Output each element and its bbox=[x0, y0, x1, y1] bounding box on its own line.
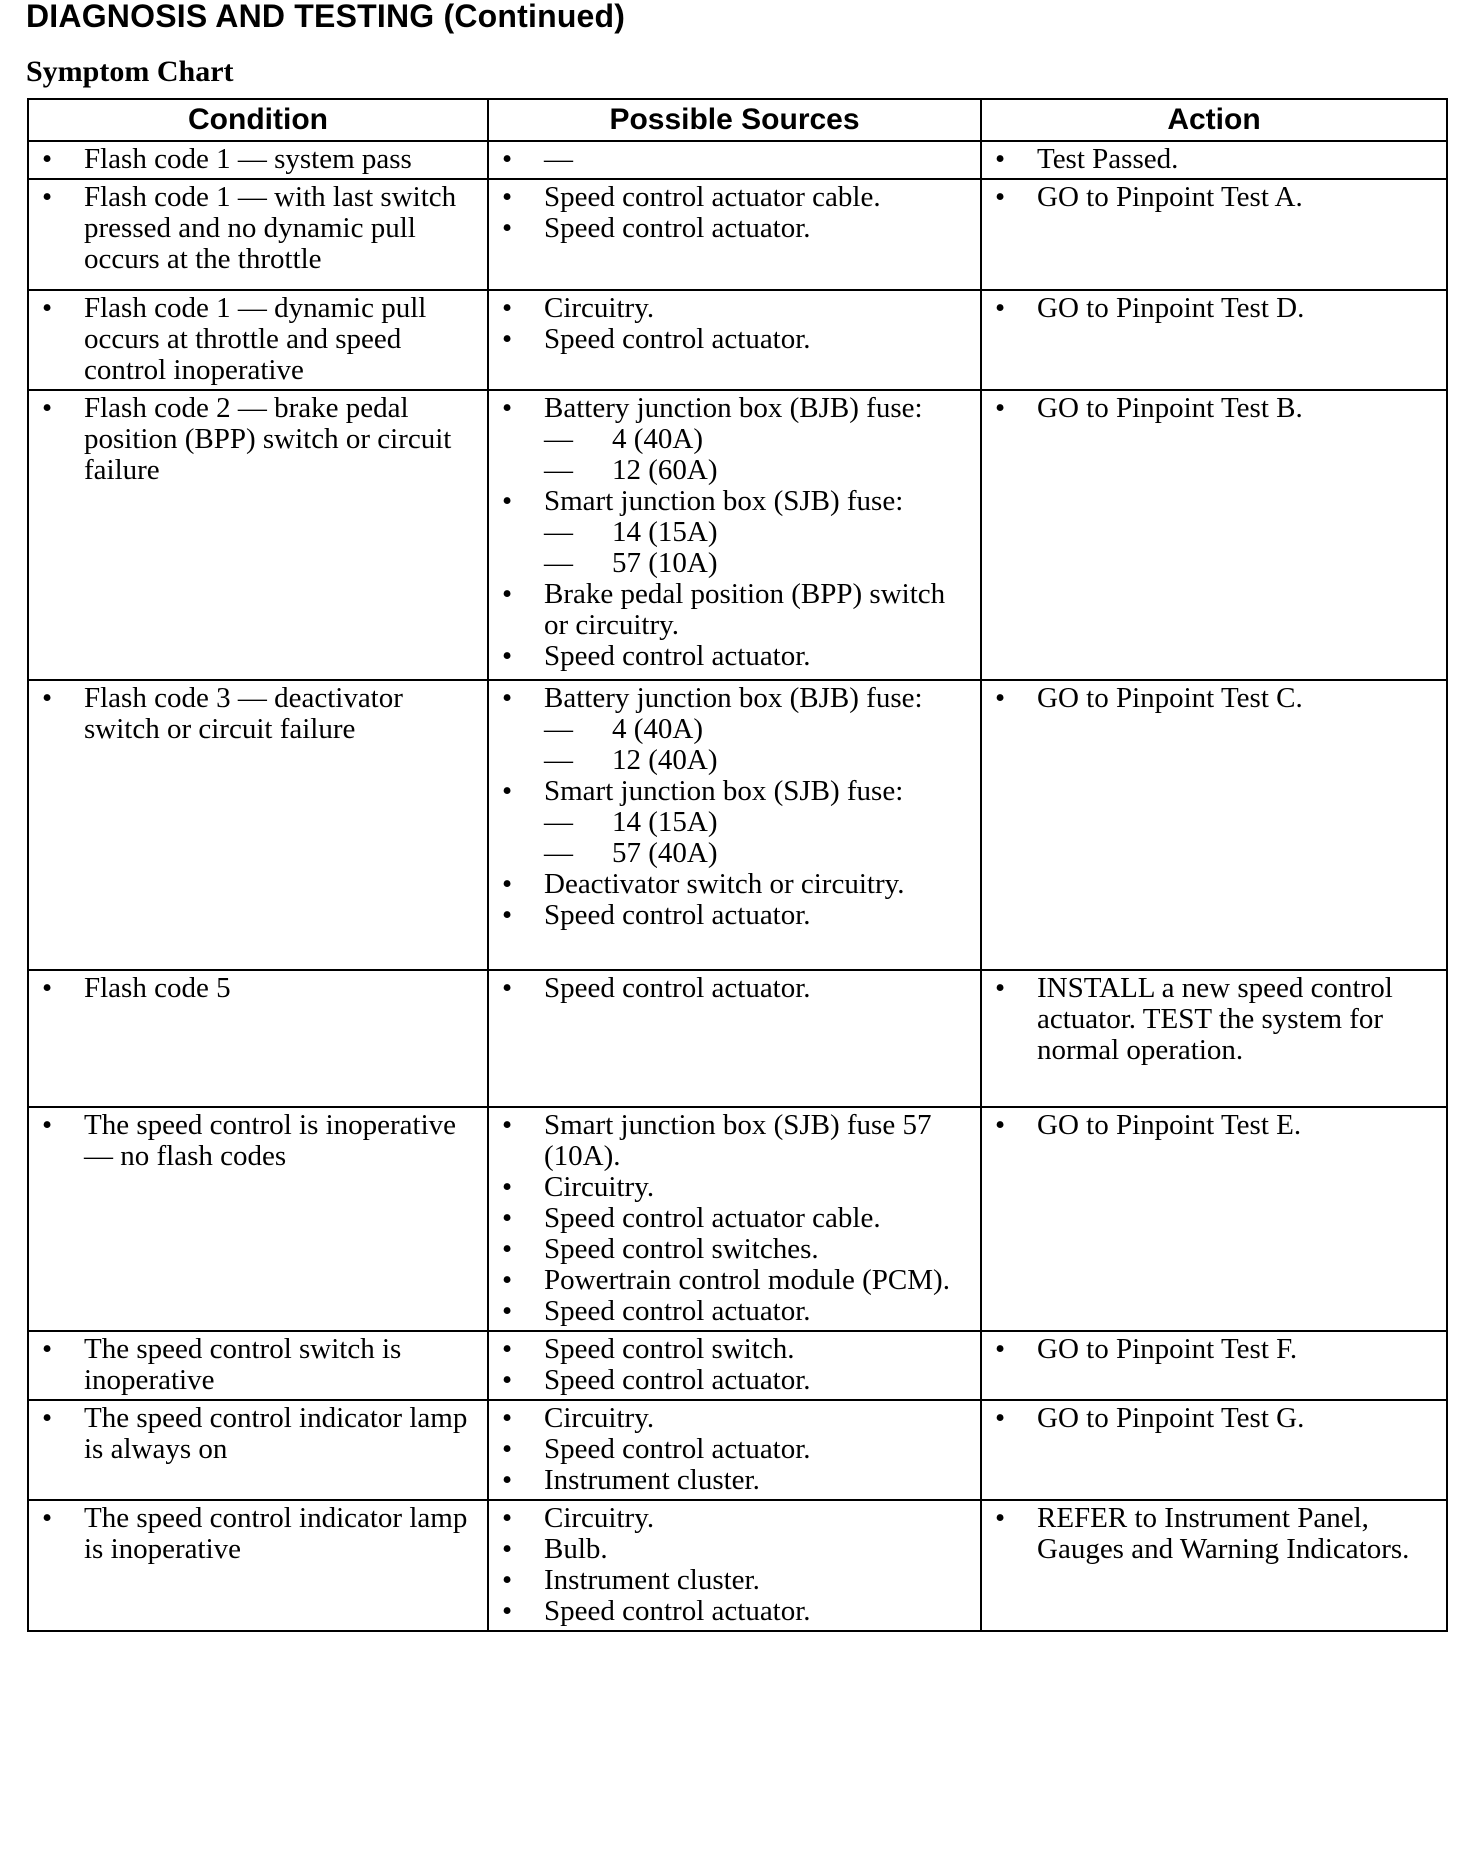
table-row bbox=[28, 1107, 1447, 1331]
action-text: • GO to Pinpoint Test E. bbox=[982, 1110, 1442, 1141]
table-header-row bbox=[28, 99, 1447, 141]
source-item: • Speed control actuator. bbox=[489, 213, 976, 244]
condition-cell bbox=[28, 1331, 488, 1400]
sources-cell bbox=[488, 1331, 981, 1400]
condition-text: • Flash code 5 bbox=[29, 973, 483, 1004]
symptom-chart-table bbox=[27, 98, 1448, 1632]
condition-text: • Flash code 1 — system pass bbox=[29, 144, 483, 175]
source-item: • Instrument cluster. bbox=[489, 1465, 976, 1496]
condition-text: • Flash code 1 — dynamic pull occurs at throttle and speed control inoperative bbox=[29, 293, 483, 386]
source-item: • Smart junction box (SJB) fuse 57 (10A). bbox=[489, 1110, 976, 1172]
table-row bbox=[28, 390, 1447, 680]
condition-text: • The speed control indicator lamp is always on bbox=[29, 1403, 483, 1465]
source-item: • Circuitry. bbox=[489, 1172, 976, 1203]
action-cell bbox=[981, 179, 1447, 290]
action-cell bbox=[981, 1500, 1447, 1631]
em-dash-glyph: — bbox=[544, 806, 573, 838]
source-item: • Instrument cluster. bbox=[489, 1565, 976, 1596]
source-subitem-text: 57 (10A) bbox=[612, 547, 718, 579]
em-dash-glyph: — bbox=[544, 837, 573, 869]
sources-cell bbox=[488, 1400, 981, 1500]
action-cell bbox=[981, 290, 1447, 390]
table-row bbox=[28, 970, 1447, 1107]
action-text: • INSTALL a new speed control actuator. TEST the system for normal operation. bbox=[982, 973, 1442, 1066]
action-text: • GO to Pinpoint Test G. bbox=[982, 1403, 1442, 1434]
action-cell bbox=[981, 1107, 1447, 1331]
source-item: • Speed control actuator. bbox=[489, 324, 976, 355]
source-subitem bbox=[489, 548, 976, 579]
table-row bbox=[28, 680, 1447, 970]
sources-cell bbox=[488, 390, 981, 680]
table-row bbox=[28, 179, 1447, 290]
em-dash-glyph: — bbox=[544, 454, 573, 486]
source-item: • Bulb. bbox=[489, 1534, 976, 1565]
source-item: • Speed control actuator cable. bbox=[489, 1203, 976, 1234]
source-subitem bbox=[489, 714, 976, 745]
em-dash-glyph: — bbox=[544, 516, 573, 548]
source-item: • Speed control actuator. bbox=[489, 973, 976, 1004]
source-item: • Circuitry. bbox=[489, 1403, 976, 1434]
condition-text: • Flash code 2 — brake pedal position (BPP) switch or circuit failure bbox=[29, 393, 483, 486]
condition-cell bbox=[28, 179, 488, 290]
source-subitem bbox=[489, 745, 976, 776]
source-subitem-text: 12 (60A) bbox=[612, 454, 718, 486]
source-subitem-text: 14 (15A) bbox=[612, 516, 718, 548]
sources-cell bbox=[488, 1500, 981, 1631]
action-text: • GO to Pinpoint Test F. bbox=[982, 1334, 1442, 1365]
table-row bbox=[28, 1331, 1447, 1400]
em-dash-glyph: — bbox=[544, 547, 573, 579]
condition-text: • The speed control switch is inoperative bbox=[29, 1334, 483, 1396]
action-cell bbox=[981, 970, 1447, 1107]
table-row bbox=[28, 1500, 1447, 1631]
action-cell bbox=[981, 1331, 1447, 1400]
source-item: • Circuitry. bbox=[489, 1503, 976, 1534]
action-text: • Test Passed. bbox=[982, 144, 1442, 175]
source-subitem-text: 4 (40A) bbox=[612, 423, 704, 455]
action-text: • GO to Pinpoint Test A. bbox=[982, 182, 1442, 213]
sources-cell bbox=[488, 1107, 981, 1331]
condition-text: • Flash code 1 — with last switch pressed and no dynamic pull occurs at the throttle bbox=[29, 182, 483, 275]
source-item: • Circuitry. bbox=[489, 293, 976, 324]
condition-text: • Flash code 3 — deactivator switch or circuit failure bbox=[29, 683, 483, 745]
em-dash-glyph: — bbox=[544, 423, 573, 455]
condition-cell bbox=[28, 1500, 488, 1631]
source-subitem bbox=[489, 517, 976, 548]
source-item: • Powertrain control module (PCM). bbox=[489, 1265, 976, 1296]
source-item: • Speed control actuator. bbox=[489, 1296, 976, 1327]
source-subitem bbox=[489, 838, 976, 869]
condition-text: • The speed control is inoperative — no flash codes bbox=[29, 1110, 483, 1172]
source-subitem-text: 57 (40A) bbox=[612, 837, 718, 869]
column-header-action: Action bbox=[981, 99, 1447, 141]
source-item: • Battery junction box (BJB) fuse: bbox=[489, 683, 976, 714]
source-item: • Brake pedal position (BPP) switch or circuitry. bbox=[489, 579, 976, 641]
sources-cell bbox=[488, 680, 981, 970]
sources-cell bbox=[488, 141, 981, 179]
sources-cell bbox=[488, 290, 981, 390]
condition-text: • The speed control indicator lamp is inoperative bbox=[29, 1503, 483, 1565]
action-text: • GO to Pinpoint Test C. bbox=[982, 683, 1442, 714]
source-subitem bbox=[489, 424, 976, 455]
condition-cell bbox=[28, 1107, 488, 1331]
sources-cell bbox=[488, 970, 981, 1107]
source-item: • — bbox=[489, 144, 976, 175]
source-item: • Speed control actuator. bbox=[489, 900, 976, 931]
source-item: • Deactivator switch or circuitry. bbox=[489, 869, 976, 900]
source-subitem-text: 14 (15A) bbox=[612, 806, 718, 838]
condition-cell bbox=[28, 390, 488, 680]
page-heading: DIAGNOSIS AND TESTING (Continued) bbox=[26, 0, 626, 34]
column-header-condition: Condition bbox=[28, 99, 488, 141]
chart-title: Symptom Chart bbox=[26, 55, 234, 88]
table-row bbox=[28, 290, 1447, 390]
em-dash-glyph: — bbox=[544, 744, 573, 776]
action-cell bbox=[981, 390, 1447, 680]
table-row bbox=[28, 1400, 1447, 1500]
action-cell bbox=[981, 141, 1447, 179]
sources-cell bbox=[488, 179, 981, 290]
source-item: • Speed control actuator. bbox=[489, 1434, 976, 1465]
em-dash-glyph: — bbox=[544, 713, 573, 745]
source-item: • Smart junction box (SJB) fuse: bbox=[489, 486, 976, 517]
source-item: • Battery junction box (BJB) fuse: bbox=[489, 393, 976, 424]
action-cell bbox=[981, 1400, 1447, 1500]
condition-cell bbox=[28, 970, 488, 1107]
condition-cell bbox=[28, 680, 488, 970]
source-item: • Speed control actuator. bbox=[489, 1365, 976, 1396]
table-body bbox=[28, 141, 1447, 1631]
source-subitem-text: 12 (40A) bbox=[612, 744, 718, 776]
source-subitem bbox=[489, 455, 976, 486]
source-item: • Speed control switches. bbox=[489, 1234, 976, 1265]
action-text: • GO to Pinpoint Test B. bbox=[982, 393, 1442, 424]
source-item: • Speed control actuator. bbox=[489, 1596, 976, 1627]
action-text: • REFER to Instrument Panel, Gauges and Warning Indicators. bbox=[982, 1503, 1442, 1565]
condition-cell bbox=[28, 1400, 488, 1500]
action-cell bbox=[981, 680, 1447, 970]
column-header-sources: Possible Sources bbox=[488, 99, 981, 141]
action-text: • GO to Pinpoint Test D. bbox=[982, 293, 1442, 324]
table-row bbox=[28, 141, 1447, 179]
condition-cell bbox=[28, 141, 488, 179]
source-item: • Speed control actuator. bbox=[489, 641, 976, 672]
source-subitem-text: 4 (40A) bbox=[612, 713, 704, 745]
condition-cell bbox=[28, 290, 488, 390]
source-item: • Smart junction box (SJB) fuse: bbox=[489, 776, 976, 807]
source-subitem bbox=[489, 807, 976, 838]
source-item: • Speed control switch. bbox=[489, 1334, 976, 1365]
source-item: • Speed control actuator cable. bbox=[489, 182, 976, 213]
